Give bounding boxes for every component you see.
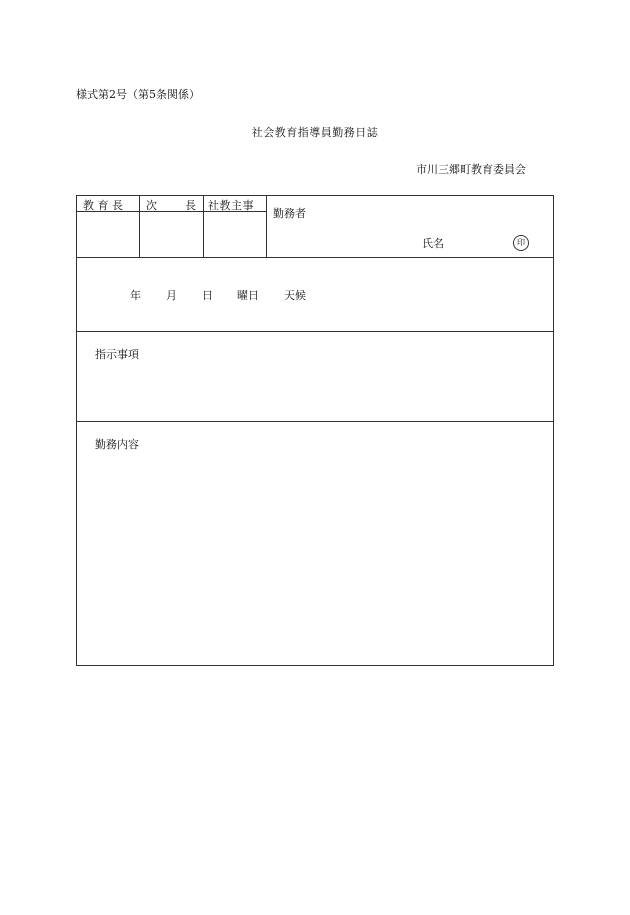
superintendent-seal-box[interactable]: [77, 212, 139, 257]
weather-label: 天候: [284, 289, 306, 302]
work-content-label: 勤務内容: [95, 438, 139, 451]
seal-icon: 印: [513, 235, 529, 251]
row-line-2: [77, 331, 553, 332]
row-line-1: [77, 257, 553, 258]
instructions-label: 指示事項: [95, 348, 139, 361]
social-ed-chief-label: 社教主事: [208, 199, 254, 212]
name-field[interactable]: [447, 232, 507, 248]
deputy-label-right: 長: [185, 199, 196, 212]
date-weekday-label: 曜日: [237, 289, 259, 302]
date-month-label: 月: [166, 289, 177, 302]
date-year-label: 年: [130, 289, 141, 302]
date-day-label: 日: [202, 289, 213, 302]
instructions-area[interactable]: [77, 362, 553, 420]
deputy-label-left: 次: [146, 199, 157, 212]
superintendent-text: 教 育 長: [83, 199, 123, 212]
issuer-name: 市川三郷町教育委員会: [416, 163, 526, 176]
document-title: 社会教育指導員勤務日誌: [251, 126, 379, 139]
worker-label: 勤務者: [273, 207, 306, 220]
work-content-area[interactable]: [77, 452, 553, 664]
social-ed-chief-seal-box[interactable]: [204, 212, 266, 257]
deputy-label: [146, 197, 196, 213]
row-line-3: [77, 421, 553, 422]
approval-divider-3: [266, 196, 267, 257]
diary-form: [76, 195, 554, 666]
form-number: 様式第2号（第5条関係）: [76, 88, 200, 101]
deputy-seal-box[interactable]: [140, 212, 203, 257]
name-label: 氏名: [422, 237, 444, 250]
superintendent-label: [83, 197, 133, 213]
